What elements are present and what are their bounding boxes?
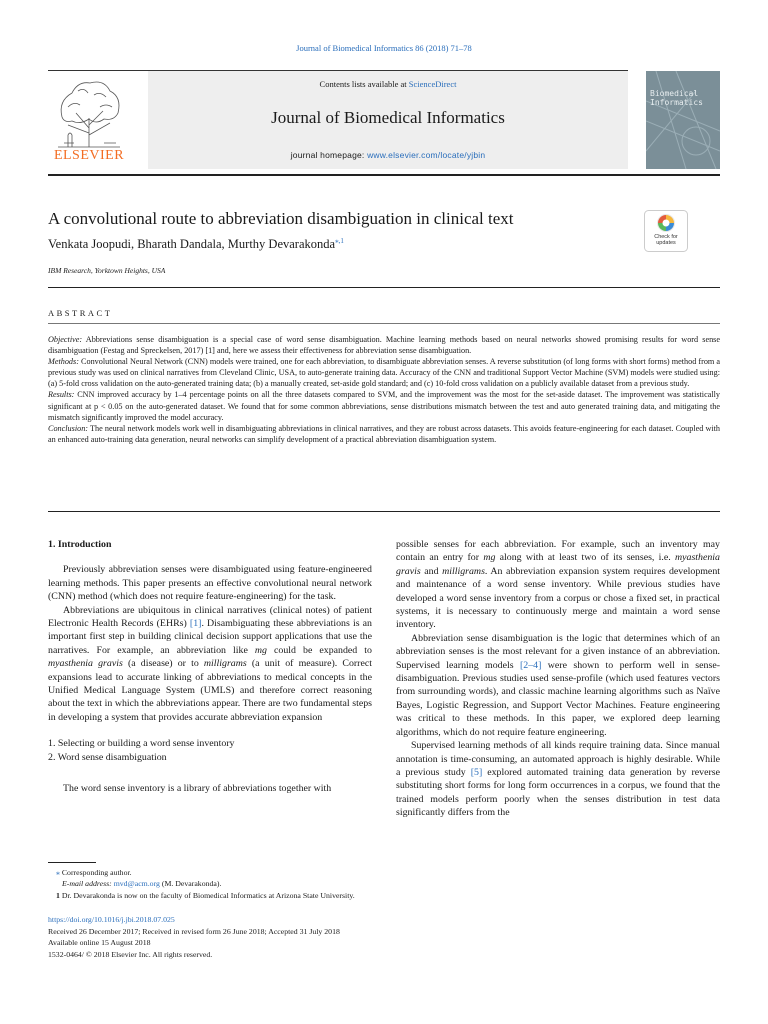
abstract-results: Results: CNN improved accuracy by 1–4 percentage points on all the three datasets compared to SVM, and the improvement was the most for the set-aside dataset. The improvement was statistically significant at p < 0.05 on the auto-generated dataset. We found that for some common abbreviations, sense distributions mismatch between the test and auto generated training data, and mitigating the mismatch significantly improved the model accuracy.	[48, 390, 720, 422]
citation-link[interactable]: [1]	[189, 618, 202, 630]
abstract-methods: Methods: Convolutional Neural Network (CNN) models were trained, one for each abbreviation, to disambiguate abbreviation senses. A reverse substitution (of long forms with short forms) method from a previous study was used on clinical narratives from Cleveland Clinic, USA, to auto-generate training data. Accuracy of the CNN and traditional Support Vector Machine (SVM) models were studied using: (a) 5-fold cross validation on the auto-generated training data; (b) a manually created, set-aside gold standard; and (c) 10-fold cross validation on a publicly available dataset from a previous study.	[48, 357, 720, 389]
footnote-rule	[48, 862, 96, 863]
footnotes	[48, 867, 720, 901]
journal-reference-link[interactable]: Journal of Biomedical Informatics 86 (2018) 71–78	[296, 43, 472, 53]
citation-link[interactable]: [5]	[470, 766, 483, 778]
list-item: 2. Word sense disambiguation	[48, 751, 167, 763]
email-link[interactable]: mvd@acm.org	[113, 879, 160, 889]
paragraph: Abbreviation sense disambiguation is the logic that determines which of an abbreviation senses is the most relevant for a given instance of an abbreviation. Supervised learning models [2–4] were shown to perform well in sense-disambiguation. Previous studies used sense-profile (which used features vectors from surrounding words), and classic machine learning algorithms such as Naïve Bayes, Logistic Regression, and Support Vector Machines. Feature engineering was critical to these methods. In this paper, we explored deep learning algorithms, which do not require feature engineering.	[396, 632, 720, 738]
affiliation: IBM Research, Yorktown Heights, USA	[48, 266, 166, 275]
author-footnote-marks[interactable]: ⁎,1	[335, 237, 344, 245]
check-for-updates-label: Check for updates	[654, 234, 678, 246]
paragraph: The word sense inventory is a library of abbreviations together with	[63, 783, 332, 795]
cover-title: Biomedical Informatics	[650, 89, 703, 107]
received-dates: Received 26 December 2017; Received in revised form 26 June 2018; Accepted 31 July 2018	[48, 926, 340, 936]
paragraph: Supervised learning methods of all kinds require training data. Since manual annotation is time-consuming, an automated approach is highly desirable. While a previous study [5] explored automated training data generation by reverse substituting short forms for long form occurrences in a corpus, we found that the trained models perform poorly when the senses distribution in test data significantly differs from the	[396, 740, 720, 819]
abstract-heading-rule	[48, 323, 720, 324]
abstract-heading: ABSTRACT	[48, 308, 113, 318]
homepage-link[interactable]: www.elsevier.com/locate/yjbin	[367, 150, 486, 160]
abstract-conclusion: Conclusion: The neural network models work well in disambiguating abbreviations in clinical narratives, and they are robust across datasets. This avoids feature-engineering for each dataset. Coupled with an enhanced auto-training data generation, neural networks can simplify development of a practical abbreviation disambiguation system.	[48, 423, 720, 444]
journal-cover-image	[646, 71, 720, 169]
email-note: E-mail address: mvd@acm.org (M. Devarakonda).	[62, 879, 222, 889]
paper-title: A convolutional route to abbreviation disambiguation in clinical text	[48, 209, 514, 228]
journal-homepage: journal homepage: www.elsevier.com/locate/yjbin	[290, 150, 486, 160]
elsevier-wordmark: ELSEVIER	[53, 148, 125, 163]
cover-pattern	[646, 71, 720, 169]
abstract-body	[48, 334, 720, 445]
paragraph: possible senses for each abbreviation. For example, such an inventory may contain an entry for mg along with at least two of its senses, i.e. myasthenia gravis and milligrams. An abbreviation expansion system requires development and maintenance of a word sense inventory. While previous studies have developed a word sense inventory from a corpus or chose a fixed set, in practical systems, it is necessary to continuously merge and maintain a word sense inventory.	[396, 539, 720, 631]
body-column-right	[396, 538, 720, 820]
abstract-bottom-rule	[48, 511, 720, 512]
paragraph: Abbreviations are ubiquitous in clinical narratives (clinical notes) of patient Electronic Health Records (EHRs) [1]. Disambiguating these abbreviations is an important first step in building clinical decision support applications that use the narratives. For example, an abbreviation like mg could be expanded to myasthenia gravis (a disease) or to milligrams (a unit of measure). Correct expansions lead to accurate linking of abbreviations to medical concepts in the Unified Medical Language System (UMLS) and therefore correct reasoning about the text in which the abbreviations appear. There are two fundamental steps in developing a system that provides accurate abbreviation expansion	[48, 604, 372, 723]
journal-title: Journal of Biomedical Informatics	[271, 108, 505, 127]
contents-available: Contents lists available at ScienceDirect	[319, 79, 457, 89]
paragraph: Previously abbreviation senses were disambiguated using feature-engineered learning methods. This paper presents an effective convolutional neural network (CNN) method (which does not require feature-engineering) for the task.	[48, 564, 372, 603]
affiliation-footnote: 1 Dr. Devarakonda is now on the faculty of Biomedical Informatics at Arizona State University.	[56, 890, 355, 900]
header-bottom-rule	[48, 174, 720, 176]
sciencedirect-link[interactable]: ScienceDirect	[408, 79, 457, 89]
abstract-top-rule	[48, 287, 720, 288]
list-item: 1. Selecting or building a word sense inventory	[48, 738, 235, 750]
author-list: Venkata Joopudi, Bharath Dandala, Murthy Devarakonda$^{⁎,1}$	[48, 237, 344, 252]
section-heading-introduction: 1. Introduction	[48, 539, 112, 550]
body-column-left	[48, 538, 372, 796]
corresponding-author-note: ⁎ Corresponding author.	[56, 868, 132, 877]
steps-list	[48, 737, 372, 764]
article-metadata	[48, 914, 720, 960]
abstract-objective: Objective: Abbreviations sense disambiguation is a special case of word sense disambiguation. Machine learning methods based on neural networks showed promising results for word sense disambiguation (Festag and Spreckelsen, 2017) [1] and, here we assess their effectiveness for abbreviation sense disambiguation.	[48, 335, 720, 356]
citation-link[interactable]: [2–4]	[519, 659, 542, 671]
copyright: 1532-0464/ © 2018 Elsevier Inc. All rights reserved.	[48, 949, 213, 959]
doi-link[interactable]: https://doi.org/10.1016/j.jbi.2018.07.025	[48, 915, 175, 924]
available-online: Available online 15 August 2018	[48, 938, 151, 948]
